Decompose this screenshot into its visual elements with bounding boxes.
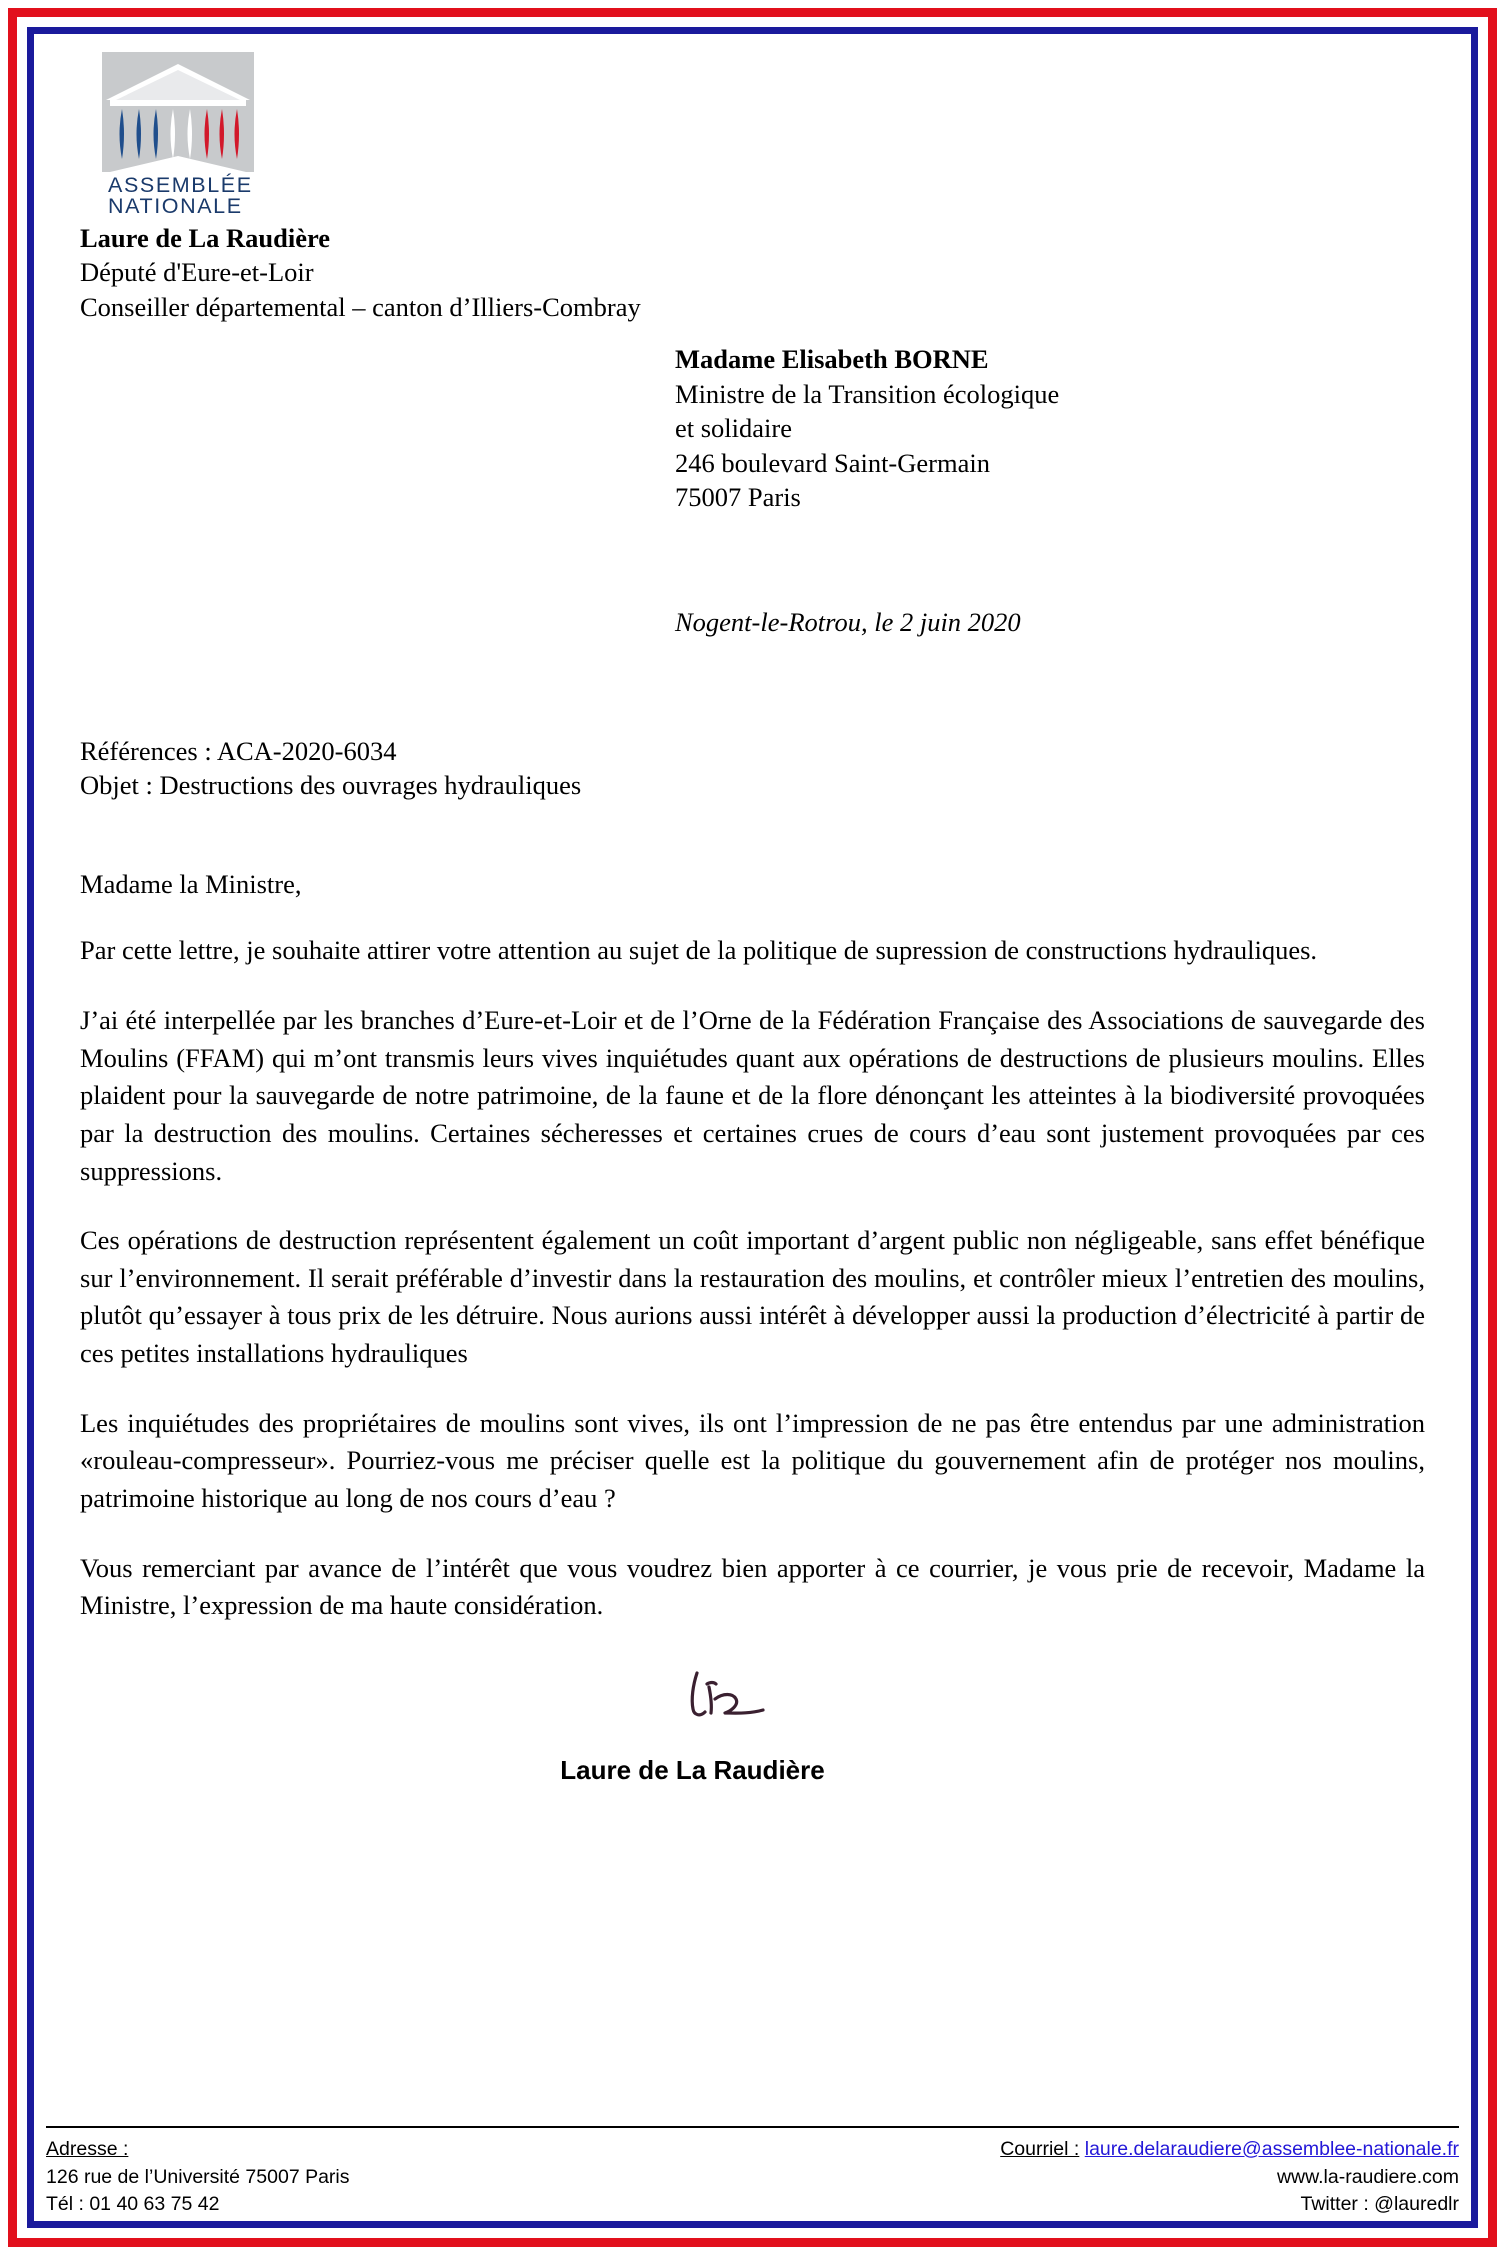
assemblee-nationale-logo-icon bbox=[102, 52, 302, 217]
letter-body bbox=[80, 932, 1425, 1624]
recipient-block bbox=[675, 342, 1075, 514]
body-paragraph: J’ai été interpellée par les branches d’Eure-et-Loir et de l’Orne de la Fédération Française des Associations de sauvegarde des Moulins (FFAM) qui m’ont transmis leurs vives inquiétudes quant aux opérations de destructions de plusieurs moulins. Elles plaident pour la sauvegarde de notre patrimoine, de la faune et de la flore dénonçant les atteintes à la biodiversité provoquées par la destruction des moulins. Certaines sécheresses et certaines crues de cours d’eau sont justement provoquées par ces suppressions. bbox=[80, 1005, 1425, 1186]
recipient-role: Ministre de la Transition écologique et solidaire bbox=[675, 378, 1060, 444]
sender-name: Laure de La Raudière bbox=[80, 223, 331, 253]
twitter-line[interactable]: Twitter : @lauredlr bbox=[1300, 2193, 1459, 2216]
email-label: Courriel : bbox=[1000, 2137, 1080, 2160]
body-paragraph: Par cette lettre, je souhaite attirer votre attention au sujet de la politique de supression de constructions hydrauliques. bbox=[80, 935, 1318, 966]
subject-line: Objet : Destructions des ouvrages hydrauliques bbox=[80, 770, 582, 801]
sender-title: Député d'Eure-et-Loir bbox=[80, 257, 314, 288]
sender-block bbox=[80, 221, 1425, 324]
salutation: Madame la Ministre, bbox=[80, 869, 302, 900]
references-block bbox=[80, 734, 1425, 804]
logo-line1: ASSEMBLÉE bbox=[108, 173, 253, 197]
footer-address-column bbox=[46, 2136, 350, 2219]
assemblee-nationale-logo bbox=[102, 52, 302, 217]
letter-footer bbox=[46, 2126, 1459, 2219]
signature-block bbox=[80, 1665, 1425, 1786]
footer-contact-column bbox=[1000, 2136, 1459, 2219]
recipient-city: 75007 Paris bbox=[675, 482, 801, 513]
recipient-name: Madame Elisabeth BORNE bbox=[675, 344, 989, 375]
website-line[interactable]: www.la-raudiere.com bbox=[1276, 2165, 1459, 2188]
footer-divider bbox=[46, 2126, 1459, 2128]
body-paragraph: Ces opérations de destruction représentent également un coût important d’argent public non négligeable, sans effet bénéfique sur l’environnement. Il serait préférable d’investir dans la restauration des moulins, et contrôler mieux l’entretien des moulins, plutôt qu’essayer à tous prix de les détruire. Nous aurions aussi intérêt à développer aussi la production d’électricité à partir de ces petites installations hydrauliques bbox=[80, 1225, 1425, 1369]
letter-content bbox=[34, 34, 1471, 2221]
address-label: Adresse : bbox=[46, 2137, 129, 2160]
reference-number: Références : ACA-2020-6034 bbox=[80, 735, 397, 766]
logo-line2: NATIONALE bbox=[108, 194, 243, 217]
phone-line: Tél : 01 40 63 75 42 bbox=[46, 2193, 220, 2216]
place-and-date: Nogent-le-Rotrou, le 2 juin 2020 bbox=[675, 606, 1021, 637]
recipient-street: 246 boulevard Saint-Germain bbox=[675, 447, 990, 478]
handwritten-signature-icon bbox=[663, 1665, 843, 1737]
body-paragraph: Vous remerciant par avance de l’intérêt que vous voudrez bien apporter à ce courrier, je vous prie de recevoir, Madame la Ministre, l’expression de ma haute considération. bbox=[80, 1552, 1425, 1621]
signature-name: Laure de La Raudière bbox=[560, 1754, 825, 1785]
sender-mandate: Conseiller départemental – canton d’Illiers-Combray bbox=[80, 291, 641, 322]
email-link[interactable]: laure.delaraudiere@assemblee-nationale.fr bbox=[1084, 2137, 1459, 2160]
body-paragraph: Les inquiétudes des propriétaires de moulins sont vives, ils ont l’impression de ne pas être entendus par une administration «rouleau-compresseur». Pourriez-vous me préciser quelle est la politique du gouvernement afin de protéger nos moulins, patrimoine historique au long de nos cours d’eau ? bbox=[80, 1407, 1425, 1513]
address-line: 126 rue de l’Université 75007 Paris bbox=[46, 2165, 350, 2188]
